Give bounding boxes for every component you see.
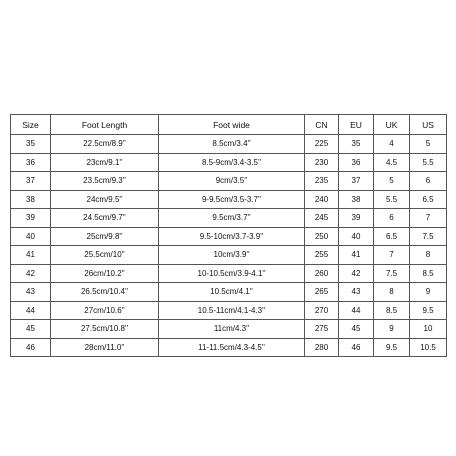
cell-foot-length: 27.5cm/10.8'' bbox=[51, 320, 159, 339]
header-foot-length: Foot Length bbox=[51, 115, 159, 135]
cell-us: 5 bbox=[410, 135, 447, 154]
cell-cn: 225 bbox=[305, 135, 339, 154]
cell-us: 7.5 bbox=[410, 227, 447, 246]
cell-uk: 8 bbox=[374, 283, 410, 302]
cell-foot-length: 23cm/9.1'' bbox=[51, 153, 159, 172]
cell-uk: 5 bbox=[374, 172, 410, 191]
cell-size: 40 bbox=[11, 227, 51, 246]
cell-foot-wide: 9-9.5cm/3.5-3.7'' bbox=[159, 190, 305, 209]
size-chart bbox=[10, 114, 446, 357]
cell-size: 41 bbox=[11, 246, 51, 265]
cell-size: 37 bbox=[11, 172, 51, 191]
cell-foot-length: 24cm/9.5'' bbox=[51, 190, 159, 209]
cell-eu: 36 bbox=[339, 153, 374, 172]
table-row bbox=[11, 283, 447, 302]
cell-cn: 280 bbox=[305, 338, 339, 357]
table-row bbox=[11, 320, 447, 339]
cell-eu: 44 bbox=[339, 301, 374, 320]
cell-foot-length: 28cm/11.0'' bbox=[51, 338, 159, 357]
table-row bbox=[11, 135, 447, 154]
cell-cn: 270 bbox=[305, 301, 339, 320]
header-cn: CN bbox=[305, 115, 339, 135]
cell-eu: 41 bbox=[339, 246, 374, 265]
cell-foot-length: 27cm/10.6'' bbox=[51, 301, 159, 320]
cell-size: 45 bbox=[11, 320, 51, 339]
table-row bbox=[11, 190, 447, 209]
cell-cn: 275 bbox=[305, 320, 339, 339]
cell-foot-wide: 10cm/3.9'' bbox=[159, 246, 305, 265]
cell-foot-wide: 9.5-10cm/3.7-3.9'' bbox=[159, 227, 305, 246]
table-row bbox=[11, 209, 447, 228]
header-foot-wide: Foot wide bbox=[159, 115, 305, 135]
cell-uk: 5.5 bbox=[374, 190, 410, 209]
cell-foot-length: 26cm/10.2'' bbox=[51, 264, 159, 283]
cell-size: 38 bbox=[11, 190, 51, 209]
cell-uk: 6.5 bbox=[374, 227, 410, 246]
cell-cn: 235 bbox=[305, 172, 339, 191]
cell-uk: 4 bbox=[374, 135, 410, 154]
cell-foot-length: 24.5cm/9.7'' bbox=[51, 209, 159, 228]
table-row bbox=[11, 153, 447, 172]
cell-foot-wide: 9cm/3.5'' bbox=[159, 172, 305, 191]
header-size: Size bbox=[11, 115, 51, 135]
table-row bbox=[11, 301, 447, 320]
cell-uk: 6 bbox=[374, 209, 410, 228]
cell-cn: 265 bbox=[305, 283, 339, 302]
size-table bbox=[10, 114, 447, 357]
cell-us: 7 bbox=[410, 209, 447, 228]
cell-cn: 250 bbox=[305, 227, 339, 246]
header-us: US bbox=[410, 115, 447, 135]
cell-uk: 8.5 bbox=[374, 301, 410, 320]
table-header-row bbox=[11, 115, 447, 135]
cell-size: 36 bbox=[11, 153, 51, 172]
cell-foot-length: 23.5cm/9.3'' bbox=[51, 172, 159, 191]
cell-foot-length: 25.5cm/10'' bbox=[51, 246, 159, 265]
cell-cn: 245 bbox=[305, 209, 339, 228]
table-row bbox=[11, 246, 447, 265]
cell-cn: 255 bbox=[305, 246, 339, 265]
cell-eu: 45 bbox=[339, 320, 374, 339]
cell-size: 46 bbox=[11, 338, 51, 357]
cell-us: 6 bbox=[410, 172, 447, 191]
cell-eu: 43 bbox=[339, 283, 374, 302]
cell-size: 43 bbox=[11, 283, 51, 302]
cell-us: 10 bbox=[410, 320, 447, 339]
cell-eu: 35 bbox=[339, 135, 374, 154]
cell-cn: 230 bbox=[305, 153, 339, 172]
cell-uk: 9 bbox=[374, 320, 410, 339]
table-row bbox=[11, 227, 447, 246]
cell-cn: 240 bbox=[305, 190, 339, 209]
table-body bbox=[11, 135, 447, 357]
cell-uk: 7.5 bbox=[374, 264, 410, 283]
cell-foot-wide: 11-11.5cm/4.3-4.5'' bbox=[159, 338, 305, 357]
table-row bbox=[11, 172, 447, 191]
cell-us: 9 bbox=[410, 283, 447, 302]
cell-size: 42 bbox=[11, 264, 51, 283]
header-uk: UK bbox=[374, 115, 410, 135]
cell-eu: 39 bbox=[339, 209, 374, 228]
cell-size: 35 bbox=[11, 135, 51, 154]
cell-foot-wide: 8.5-9cm/3.4-3.5'' bbox=[159, 153, 305, 172]
cell-foot-length: 26.5cm/10.4'' bbox=[51, 283, 159, 302]
cell-uk: 9.5 bbox=[374, 338, 410, 357]
cell-foot-length: 25cm/9.8'' bbox=[51, 227, 159, 246]
cell-us: 6.5 bbox=[410, 190, 447, 209]
cell-uk: 4.5 bbox=[374, 153, 410, 172]
cell-eu: 37 bbox=[339, 172, 374, 191]
cell-us: 9.5 bbox=[410, 301, 447, 320]
cell-size: 39 bbox=[11, 209, 51, 228]
cell-us: 8.5 bbox=[410, 264, 447, 283]
cell-us: 5.5 bbox=[410, 153, 447, 172]
cell-foot-wide: 9.5cm/3.7'' bbox=[159, 209, 305, 228]
cell-size: 44 bbox=[11, 301, 51, 320]
cell-cn: 260 bbox=[305, 264, 339, 283]
header-eu: EU bbox=[339, 115, 374, 135]
cell-eu: 42 bbox=[339, 264, 374, 283]
cell-foot-wide: 10.5cm/4.1'' bbox=[159, 283, 305, 302]
cell-us: 10.5 bbox=[410, 338, 447, 357]
table-row bbox=[11, 338, 447, 357]
cell-foot-wide: 10.5-11cm/4.1-4.3'' bbox=[159, 301, 305, 320]
cell-uk: 7 bbox=[374, 246, 410, 265]
table-row bbox=[11, 264, 447, 283]
cell-foot-wide: 8.5cm/3.4'' bbox=[159, 135, 305, 154]
cell-foot-wide: 11cm/4.3'' bbox=[159, 320, 305, 339]
cell-foot-wide: 10-10.5cm/3.9-4.1'' bbox=[159, 264, 305, 283]
cell-eu: 40 bbox=[339, 227, 374, 246]
cell-us: 8 bbox=[410, 246, 447, 265]
cell-eu: 46 bbox=[339, 338, 374, 357]
cell-eu: 38 bbox=[339, 190, 374, 209]
cell-foot-length: 22.5cm/8.9'' bbox=[51, 135, 159, 154]
